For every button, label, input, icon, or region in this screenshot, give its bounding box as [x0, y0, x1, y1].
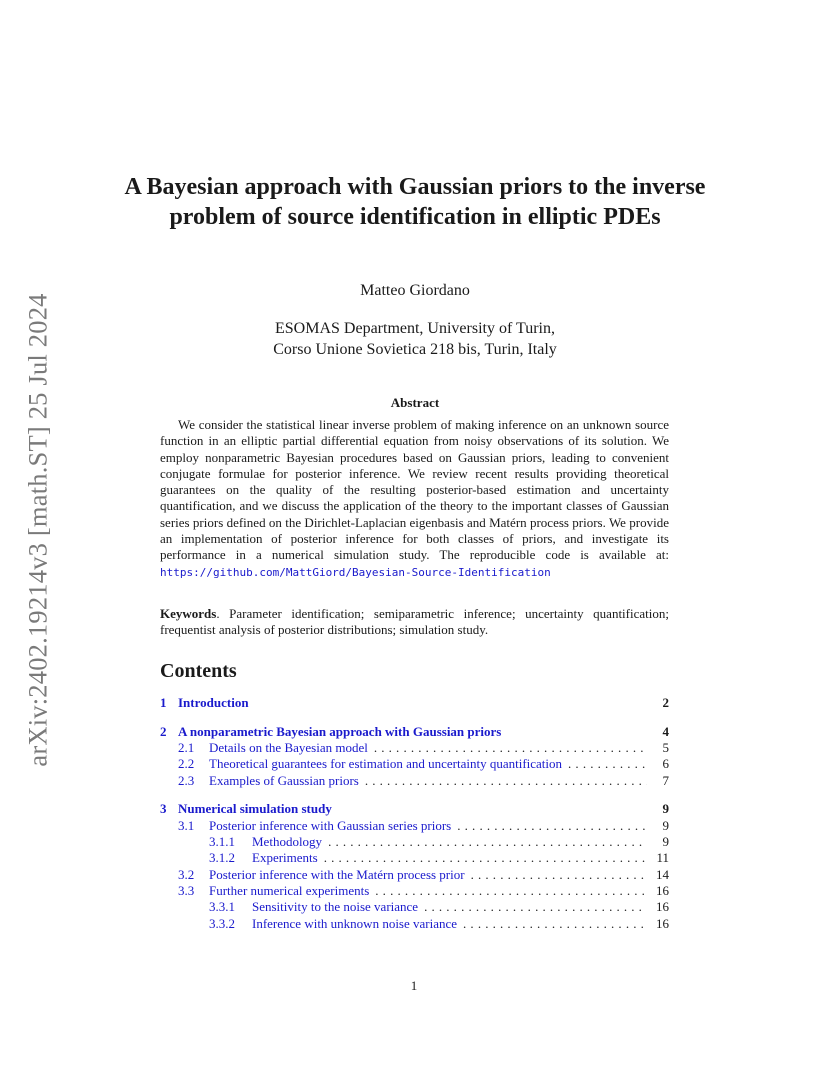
toc-entry-number[interactable]: 3.3.1	[209, 899, 235, 915]
toc-entry-title[interactable]: Further numerical experiments	[209, 882, 370, 898]
toc-leader-dots	[328, 834, 647, 850]
affiliation	[120, 318, 710, 360]
toc-entry-number[interactable]: 2	[160, 723, 167, 739]
toc-entry-title[interactable]: Inference with unknown noise variance	[252, 915, 458, 931]
keywords-label: Keywords	[160, 606, 217, 621]
toc-entry-number[interactable]: 3.2	[178, 866, 195, 882]
toc-entry-page[interactable]: 5	[662, 740, 669, 756]
toc-entry-title[interactable]: Sensitivity to the noise variance	[252, 899, 419, 915]
toc-entry[interactable]	[160, 916, 669, 932]
toc-entry-title[interactable]: Examples of Gaussian priors	[209, 772, 359, 788]
toc-entry[interactable]	[160, 867, 669, 883]
toc-entry-number[interactable]: 3	[160, 801, 167, 817]
toc-leader-dots	[463, 916, 647, 932]
abstract-text: We consider the statistical linear inverse problem of making inference on an unknown source function in an elliptic partial differential equation from noisy observations of its solution. We employ nonparametric Bayesian procedures based on Gaussian priors, leading to convenient conjugate formulae for posterior inference. We review recent results providing theoretical guarantees on the quality of the resulting posterior-based estimation and uncertainty quantification, and we discuss the application of the theory to the important classes of Gaussian series priors defined on the Dirichlet-Laplacian eigenbasis and Matérn process priors. We provide an implementation of posterior inference for both classes of priors, and investigate its performance in a numerical simulation study. The reproducible code is available at:	[160, 417, 669, 563]
toc-entry[interactable]	[160, 724, 669, 740]
toc-entry-page[interactable]: 16	[656, 915, 669, 931]
toc-entry-number[interactable]: 2.3	[178, 772, 195, 788]
toc-entry-page[interactable]: 4	[662, 723, 669, 739]
toc-entry-page[interactable]: 9	[662, 834, 669, 850]
toc-entry[interactable]	[160, 834, 669, 850]
toc-entry-page[interactable]: 9	[662, 817, 669, 833]
toc-leader-dots	[424, 899, 647, 915]
toc-entry-page[interactable]: 11	[656, 850, 669, 866]
toc-entry-title[interactable]: Methodology	[252, 834, 323, 850]
paper-title: A Bayesian approach with Gaussian priors to the inverse problem of source identification in elliptic PDEs	[124, 174, 706, 230]
keywords-text: . Parameter identification; semiparametric inference; uncertainty quantification; frequentist analysis of posterior distributions; simulation study.	[160, 606, 669, 638]
toc-entry-title[interactable]: A nonparametric Bayesian approach with Gaussian priors	[178, 723, 502, 739]
toc-entry-page[interactable]: 6	[662, 756, 669, 772]
toc-entry-page[interactable]: 9	[662, 801, 669, 817]
affiliation-line-1: ESOMAS Department, University of Turin,	[275, 320, 555, 337]
toc-entry-number[interactable]: 3.1	[178, 817, 195, 833]
author-name: Matteo Giordano	[360, 282, 470, 299]
toc-entry[interactable]	[160, 756, 669, 772]
toc-entry-title[interactable]: Details on the Bayesian model	[209, 740, 368, 756]
toc-entry[interactable]	[160, 801, 669, 817]
keywords	[160, 606, 669, 639]
toc-entry-title[interactable]: Theoretical guarantees for estimation and uncertainty quantification	[209, 756, 563, 772]
toc-leader-dots	[365, 773, 647, 789]
abstract-body	[160, 417, 669, 581]
toc-entry-number[interactable]: 2.2	[178, 756, 195, 772]
toc-entry[interactable]	[160, 899, 669, 915]
page-number: 1	[410, 978, 418, 993]
arxiv-identifier-stamp: arXiv:2402.19214v3 [math.ST] 25 Jul 2024	[22, 293, 53, 767]
toc-entry[interactable]	[160, 740, 669, 756]
toc-entry-number[interactable]: 1	[160, 695, 167, 710]
abstract-heading: Abstract	[390, 395, 440, 410]
toc-leader-dots	[471, 867, 647, 883]
toc-entry-page[interactable]: 7	[662, 772, 669, 788]
toc-entry-title[interactable]: Posterior inference with the Matérn process prior	[209, 866, 465, 882]
toc-entry[interactable]	[160, 883, 669, 899]
affiliation-line-2: Corso Unione Sovietica 218 bis, Turin, Italy	[273, 341, 557, 358]
toc-entry-number[interactable]: 3.1.1	[209, 834, 235, 850]
toc-entry-page[interactable]: 16	[656, 899, 669, 915]
code-repository-link[interactable]: https://github.com/MattGiord/Bayesian-Source-Identification	[160, 565, 551, 579]
toc-entry-number[interactable]: 2.1	[178, 740, 195, 756]
toc-entry-title[interactable]: Posterior inference with Gaussian series priors	[209, 817, 452, 833]
toc-leader-dots	[375, 883, 647, 899]
toc-entry-number[interactable]: 3.3	[178, 882, 195, 898]
toc-entry-number[interactable]: 3.1.2	[209, 850, 235, 866]
toc-leader-dots	[374, 740, 647, 756]
toc-entry-title[interactable]: Introduction	[178, 695, 249, 710]
toc-entry-page[interactable]: 16	[656, 882, 669, 898]
toc-entry[interactable]	[160, 818, 669, 834]
table-of-contents	[160, 695, 669, 932]
toc-entry[interactable]	[160, 850, 669, 866]
toc-entry-title[interactable]: Experiments	[252, 850, 318, 866]
toc-entry-page[interactable]: 2	[662, 695, 669, 710]
toc-entry-page[interactable]: 14	[656, 866, 669, 882]
toc-entry-number[interactable]: 3.3.2	[209, 915, 235, 931]
contents-heading: Contents	[160, 660, 237, 682]
toc-leader-dots	[324, 850, 647, 866]
toc-entry[interactable]	[160, 773, 669, 789]
toc-leader-dots	[568, 756, 647, 772]
toc-leader-dots	[457, 818, 647, 834]
toc-entry[interactable]	[160, 695, 669, 711]
toc-entry-title[interactable]: Numerical simulation study	[178, 801, 332, 817]
